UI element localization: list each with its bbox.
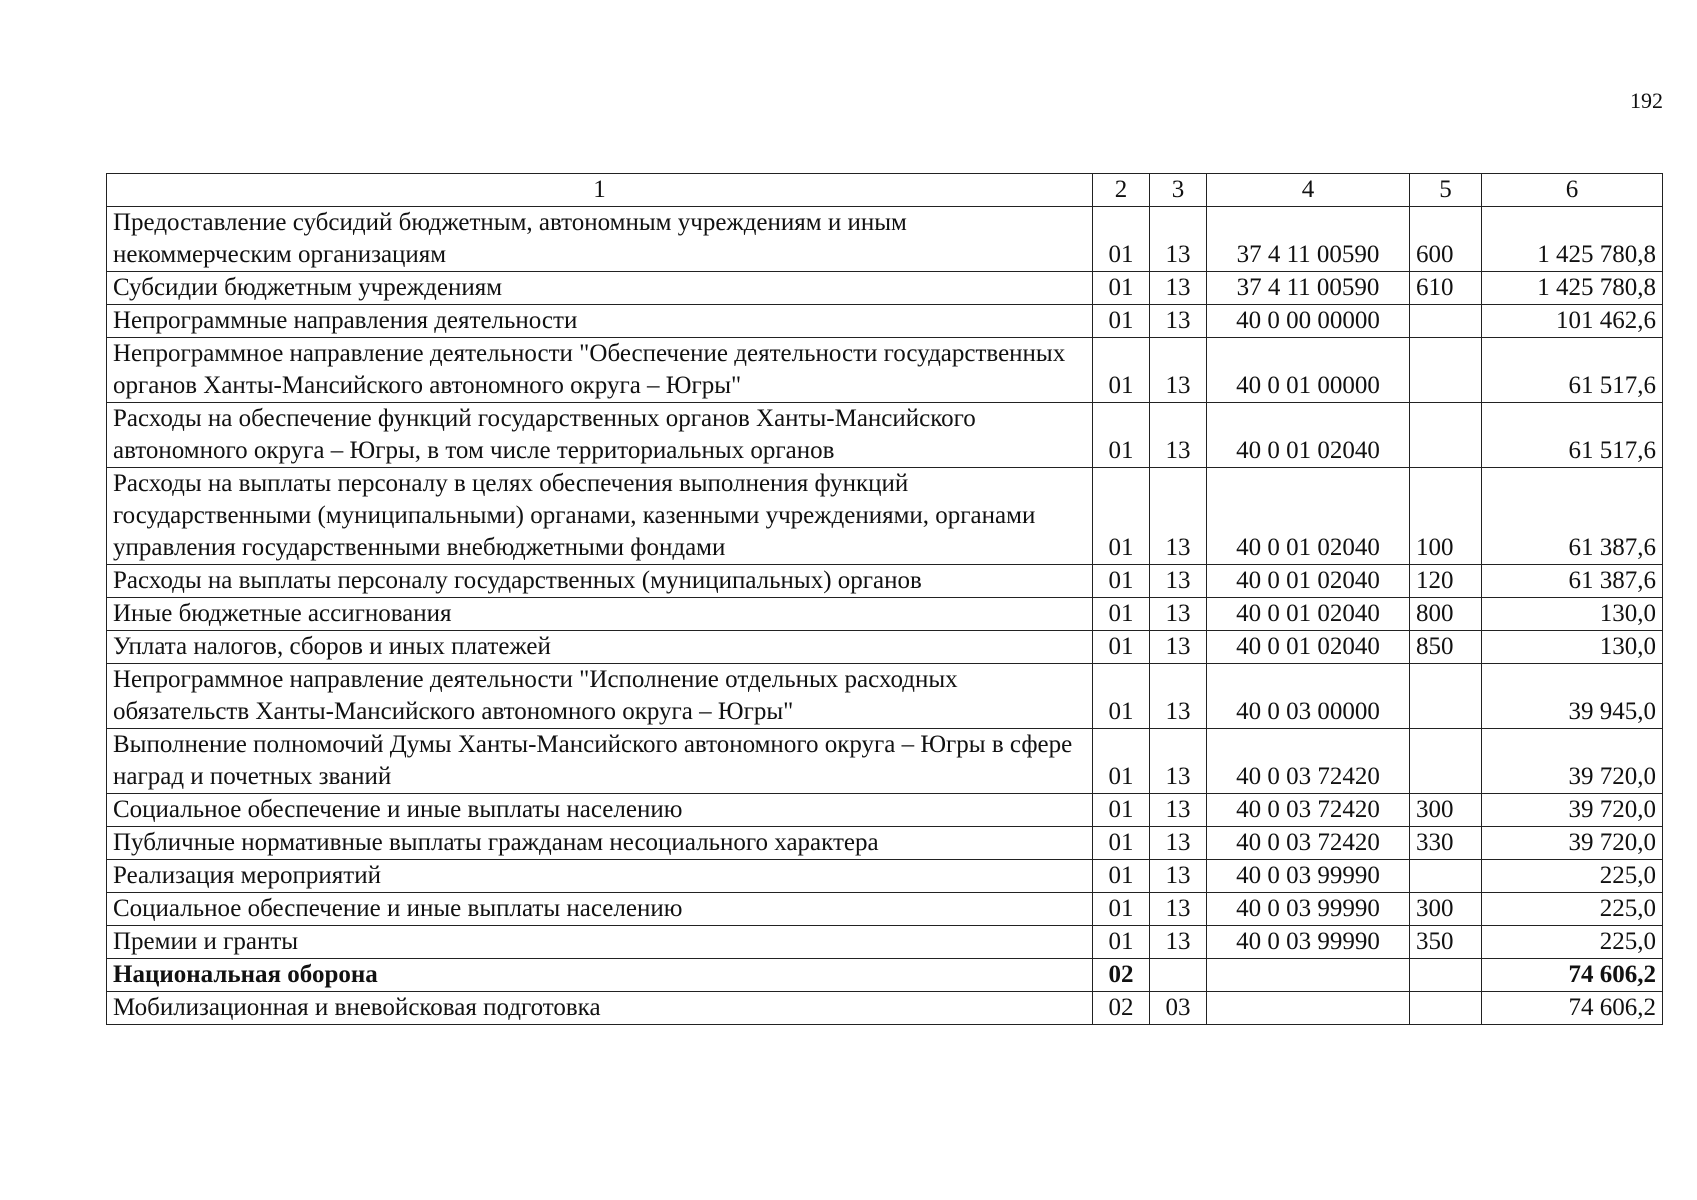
row-name: Премии и гранты [107, 926, 1093, 959]
expense-type-code: 330 [1410, 827, 1482, 860]
target-article-code: 40 0 01 02040 [1207, 598, 1410, 631]
table-row [107, 893, 1663, 926]
target-article-code: 40 0 03 72420 [1207, 729, 1410, 794]
expense-type-code: 300 [1410, 794, 1482, 827]
column-header: 3 [1150, 174, 1207, 207]
subsection-code: 03 [1150, 992, 1207, 1025]
subsection-code: 13 [1150, 598, 1207, 631]
subsection-code: 13 [1150, 338, 1207, 403]
row-name: Выполнение полномочий Думы Ханты-Мансийского автономного округа – Югры в сфере наград и почетных званий [107, 729, 1093, 794]
expense-type-code: 120 [1410, 565, 1482, 598]
amount: 39 720,0 [1482, 827, 1663, 860]
target-article-code: 40 0 03 99990 [1207, 893, 1410, 926]
column-header: 4 [1207, 174, 1410, 207]
subsection-code: 13 [1150, 794, 1207, 827]
section-code: 01 [1093, 565, 1150, 598]
amount: 225,0 [1482, 893, 1663, 926]
expense-type-code [1410, 860, 1482, 893]
subsection-code: 13 [1150, 860, 1207, 893]
section-code: 01 [1093, 631, 1150, 664]
section-code: 01 [1093, 272, 1150, 305]
amount: 1 425 780,8 [1482, 207, 1663, 272]
amount: 61 387,6 [1482, 468, 1663, 565]
expense-type-code: 850 [1410, 631, 1482, 664]
expense-type-code: 600 [1410, 207, 1482, 272]
budget-table [106, 173, 1663, 1025]
row-name: Мобилизационная и вневойсковая подготовка [107, 992, 1093, 1025]
target-article-code: 40 0 01 02040 [1207, 468, 1410, 565]
row-name: Расходы на выплаты персоналу государственных (муниципальных) органов [107, 565, 1093, 598]
row-name: Непрограммное направление деятельности "Исполнение отдельных расходных обязательств Ханты-Мансийского автономного округа – Югры" [107, 664, 1093, 729]
target-article-code: 37 4 11 00590 [1207, 207, 1410, 272]
table-row [107, 207, 1663, 272]
target-article-code: 40 0 01 00000 [1207, 338, 1410, 403]
column-header: 5 [1410, 174, 1482, 207]
table-row [107, 729, 1663, 794]
subsection-code: 13 [1150, 729, 1207, 794]
amount: 61 517,6 [1482, 403, 1663, 468]
target-article-code: 40 0 03 99990 [1207, 860, 1410, 893]
row-name: Расходы на выплаты персоналу в целях обеспечения выполнения функций государственными (муниципальными) органами, казенными учреждениями, органами управления государственными внебюджетными фондами [107, 468, 1093, 565]
section-code: 01 [1093, 207, 1150, 272]
row-name: Уплата налогов, сборов и иных платежей [107, 631, 1093, 664]
section-code: 01 [1093, 860, 1150, 893]
subsection-code: 13 [1150, 926, 1207, 959]
section-code: 02 [1093, 959, 1150, 992]
subsection-code: 13 [1150, 403, 1207, 468]
row-name: Предоставление субсидий бюджетным, автономным учреждениям и иным некоммерческим организациям [107, 207, 1093, 272]
subsection-code: 13 [1150, 893, 1207, 926]
target-article-code: 40 0 00 00000 [1207, 305, 1410, 338]
row-name: Непрограммное направление деятельности "Обеспечение деятельности государственных органов Ханты-Мансийского автономного округа – Югры" [107, 338, 1093, 403]
expense-type-code [1410, 305, 1482, 338]
amount: 225,0 [1482, 926, 1663, 959]
table-row [107, 860, 1663, 893]
table-row [107, 598, 1663, 631]
amount: 39 720,0 [1482, 794, 1663, 827]
column-header: 1 [107, 174, 1093, 207]
row-name: Публичные нормативные выплаты гражданам несоциального характера [107, 827, 1093, 860]
table-row [107, 959, 1663, 992]
section-code: 01 [1093, 827, 1150, 860]
target-article-code [1207, 992, 1410, 1025]
amount: 39 720,0 [1482, 729, 1663, 794]
amount: 130,0 [1482, 598, 1663, 631]
subsection-code: 13 [1150, 827, 1207, 860]
row-name: Национальная оборона [107, 959, 1093, 992]
amount: 101 462,6 [1482, 305, 1663, 338]
expense-type-code [1410, 992, 1482, 1025]
subsection-code [1150, 959, 1207, 992]
expense-type-code: 800 [1410, 598, 1482, 631]
subsection-code: 13 [1150, 207, 1207, 272]
section-code: 01 [1093, 893, 1150, 926]
amount: 225,0 [1482, 860, 1663, 893]
expense-type-code: 610 [1410, 272, 1482, 305]
table-row [107, 403, 1663, 468]
table-row [107, 468, 1663, 565]
section-code: 01 [1093, 403, 1150, 468]
target-article-code: 40 0 01 02040 [1207, 403, 1410, 468]
target-article-code: 40 0 01 02040 [1207, 565, 1410, 598]
column-header: 2 [1093, 174, 1150, 207]
amount: 74 606,2 [1482, 992, 1663, 1025]
table-row [107, 338, 1663, 403]
table-row [107, 305, 1663, 338]
row-name: Социальное обеспечение и иные выплаты населению [107, 794, 1093, 827]
section-code: 01 [1093, 305, 1150, 338]
row-name: Расходы на обеспечение функций государственных органов Ханты-Мансийского автономного округа – Югры, в том числе территориальных органов [107, 403, 1093, 468]
target-article-code: 40 0 03 72420 [1207, 827, 1410, 860]
table-row [107, 565, 1663, 598]
subsection-code: 13 [1150, 272, 1207, 305]
target-article-code: 40 0 03 00000 [1207, 664, 1410, 729]
target-article-code: 37 4 11 00590 [1207, 272, 1410, 305]
expense-type-code: 300 [1410, 893, 1482, 926]
amount: 130,0 [1482, 631, 1663, 664]
expense-type-code [1410, 403, 1482, 468]
section-code: 01 [1093, 468, 1150, 565]
expense-type-code [1410, 729, 1482, 794]
table-row [107, 272, 1663, 305]
section-code: 01 [1093, 926, 1150, 959]
section-code: 01 [1093, 664, 1150, 729]
expense-type-code [1410, 959, 1482, 992]
expense-type-code: 350 [1410, 926, 1482, 959]
amount: 1 425 780,8 [1482, 272, 1663, 305]
section-code: 02 [1093, 992, 1150, 1025]
section-code: 01 [1093, 338, 1150, 403]
table-row [107, 664, 1663, 729]
subsection-code: 13 [1150, 565, 1207, 598]
row-name: Социальное обеспечение и иные выплаты населению [107, 893, 1093, 926]
expense-type-code [1410, 338, 1482, 403]
header-row [107, 174, 1663, 207]
table-row [107, 926, 1663, 959]
row-name: Иные бюджетные ассигнования [107, 598, 1093, 631]
page-number: 192 [1630, 88, 1663, 113]
row-name: Непрограммные направления деятельности [107, 305, 1093, 338]
table-row [107, 794, 1663, 827]
row-name: Субсидии бюджетным учреждениям [107, 272, 1093, 305]
subsection-code: 13 [1150, 664, 1207, 729]
subsection-code: 13 [1150, 468, 1207, 565]
amount: 74 606,2 [1482, 959, 1663, 992]
row-name: Реализация мероприятий [107, 860, 1093, 893]
amount: 61 517,6 [1482, 338, 1663, 403]
table-row [107, 631, 1663, 664]
target-article-code: 40 0 03 99990 [1207, 926, 1410, 959]
column-header: 6 [1482, 174, 1663, 207]
subsection-code: 13 [1150, 631, 1207, 664]
section-code: 01 [1093, 794, 1150, 827]
section-code: 01 [1093, 729, 1150, 794]
table-row [107, 992, 1663, 1025]
section-code: 01 [1093, 598, 1150, 631]
amount: 61 387,6 [1482, 565, 1663, 598]
expense-type-code [1410, 664, 1482, 729]
target-article-code: 40 0 03 72420 [1207, 794, 1410, 827]
target-article-code [1207, 959, 1410, 992]
table-row [107, 827, 1663, 860]
subsection-code: 13 [1150, 305, 1207, 338]
expense-type-code: 100 [1410, 468, 1482, 565]
target-article-code: 40 0 01 02040 [1207, 631, 1410, 664]
amount: 39 945,0 [1482, 664, 1663, 729]
